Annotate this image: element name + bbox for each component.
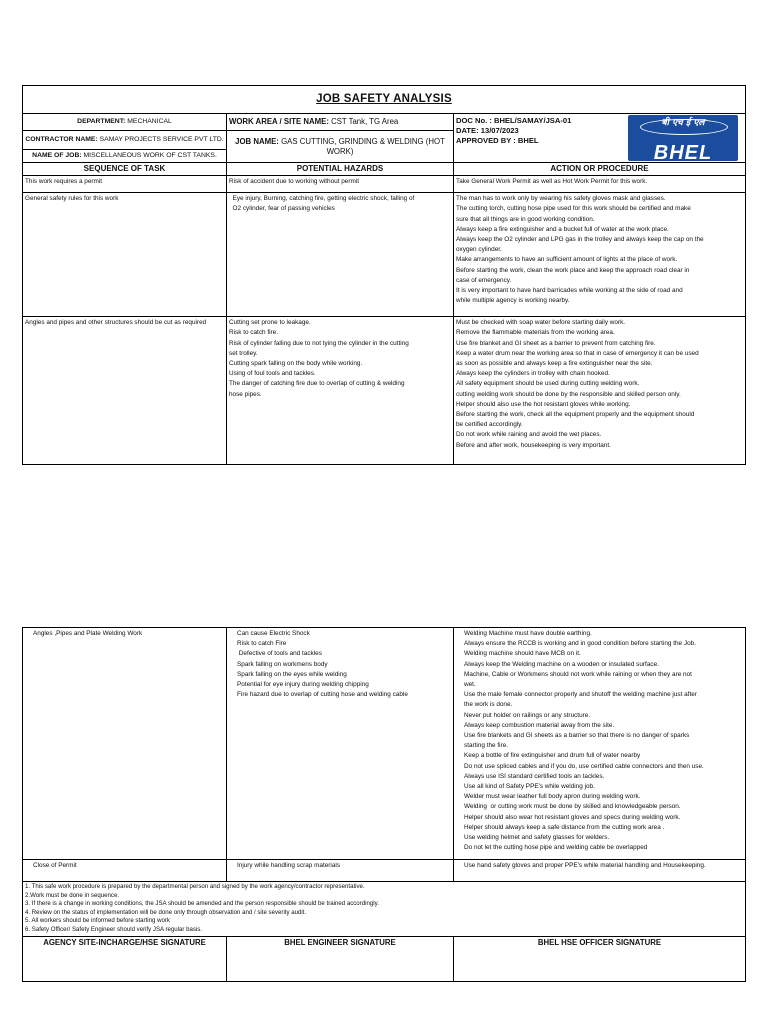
hazard-line: Injury while handling scrap materials: [237, 862, 341, 869]
job-value: GAS CUTTING, GRINDING & WELDING (HOT WORK): [281, 136, 445, 156]
hazard-line: set trolley.: [229, 349, 258, 357]
action-line: Helper should also use the hot resistant gloves while working.: [456, 400, 631, 408]
action-line: Remove the flammable materials from the working area.: [456, 329, 615, 337]
action-line: Always keep the O2 cylinder and LPG gas in the trolley and always keep the cap on the: [456, 236, 704, 244]
action-line: Helper should always keep a safe distance from the cutting work area .: [464, 823, 665, 831]
department-label: DEPARTMENT:: [77, 117, 126, 125]
task-cell: Angles ,Pipes and Plate Welding Work: [23, 628, 227, 860]
hazard-line: Spark falling on workmens body: [237, 660, 328, 668]
engineer-signature: BHEL ENGINEER SIGNATURE: [227, 936, 454, 981]
task-cell: Angles and pipes and other structures should be cut as required: [23, 317, 227, 465]
note-line: 1. This safe work procedure is prepared by the departmental person and signed by the work agency/contractor representative.: [25, 883, 365, 890]
action-line: oxygen cylinder.: [456, 246, 502, 254]
table-row: [23, 193, 746, 317]
jsa-table-page2: [22, 627, 746, 982]
action-line: wet.: [464, 681, 476, 689]
hazards-cell: [227, 860, 454, 882]
hazard-line: Fire hazard due to overlap of cutting hose and welding cable: [237, 691, 408, 699]
job-label: JOB NAME:: [235, 136, 279, 146]
actions-cell: [454, 628, 746, 860]
action-line: Helper should also wear hot resistant gloves and specs during welding work.: [464, 813, 681, 821]
hazard-line: Risk to catch fire.: [229, 329, 279, 337]
agency-signature: AGENCY SITE-INCHARGE/HSE SIGNATURE: [23, 936, 227, 981]
contractor-cell: [23, 131, 227, 150]
hazard-line: Defective of tools and tackles: [237, 650, 322, 658]
action-line: Use fire blanket and GI sheet as a barrier to prevent from catching fire.: [456, 339, 656, 347]
hazard-line: Can cause Electric Shock: [237, 630, 310, 637]
name-of-job-value: MISCELLANEOUS WORK OF CST TANKS.: [83, 151, 217, 159]
document-title: [23, 86, 746, 114]
note-line: 6. Safety Officer/ Safety Engineer should verify JSA regular basis.: [25, 925, 203, 933]
contractor-label: CONTRACTOR NAME:: [25, 135, 98, 143]
actions-cell: [454, 860, 746, 882]
note-line: 2.Work must be done in sequence.: [25, 891, 120, 899]
action-line: Never put holder on railings or any structure.: [464, 711, 591, 719]
action-line: be certified accordingly.: [456, 421, 523, 429]
action-line: Machine, Cable or Workmens should not work while raining or when they are not: [464, 670, 692, 678]
action-line: Always keep the Welding machine on a wooden or insulated surface.: [464, 660, 659, 668]
action-line: Welder must wear leather full body apron during welding work.: [464, 793, 641, 801]
hazard-line: Eye injury, Burning, catching fire, getting electric shock, falling of: [229, 195, 415, 203]
hazard-line: Spark falling on the eyes while welding: [237, 670, 347, 678]
table-row: [23, 860, 746, 882]
name-of-job-label: NAME OF JOB:: [32, 151, 82, 159]
note-line: 4. Review on the status of implementation will be done only through observation and / site severity audit.: [25, 908, 307, 916]
work-area-value: CST Tank, TG Area: [331, 117, 399, 126]
action-line: Always keep a fire extinguisher and a bucket full of water at the work place.: [456, 225, 669, 233]
hazard-line: Potential for eye injury during welding chipping: [237, 681, 369, 689]
hazard-line: O2 cylinder, fear of passing vehicles: [229, 205, 335, 213]
action-line: case of emergency.: [456, 276, 512, 284]
logo-brand-text: BHEL: [653, 141, 713, 163]
action-line: Before and after work, housekeeping is very important.: [456, 441, 611, 449]
hazards-cell: [227, 193, 454, 317]
hazard-line: Cutting spark falling on the body while working.: [229, 360, 363, 368]
actions-cell: [454, 176, 746, 193]
action-line: Welding or cutting work must be done by skilled and knowledgeable person.: [464, 803, 681, 811]
doc-date: DATE: 13/07/2023: [456, 126, 519, 135]
action-line: Always ensure the RCCB is working and in good condition before starting the Job.: [464, 640, 696, 648]
hazard-line: Risk of cylinder falling due to not tying the cylinder in the cutting: [229, 339, 409, 347]
hazard-line: Risk to catch Fire: [237, 640, 287, 648]
logo-hindi-text: बी एच ई एल: [661, 118, 705, 128]
action-line: Do not let the cutting hose pipe and welding cable be overlapped: [464, 844, 648, 852]
hazard-line: Risk of accident due to working without permit: [229, 178, 360, 186]
action-line: Do not work while raining and avoid the wet places.: [456, 431, 602, 439]
task-cell: This work requires a permit: [23, 176, 227, 193]
contractor-value: SAMAY PROJECTS SERVICE PVT LTD.: [99, 135, 224, 143]
hse-officer-signature: BHEL HSE OFFICER SIGNATURE: [454, 936, 746, 981]
work-area-label: WORK AREA / SITE NAME:: [229, 117, 329, 126]
task-cell: General safety rules for this work: [23, 193, 227, 317]
hazard-line: The danger of catching fire due to overlap of cutting & welding: [229, 380, 405, 388]
action-line: Welding machine should have MCB on it.: [464, 650, 581, 658]
hazards-cell: [227, 176, 454, 193]
header-action: ACTION OR PROCEDURE: [454, 163, 746, 176]
action-line: Do not use spliced cables and if you do, use certified cable connectors and then use.: [464, 762, 704, 770]
action-line: while multiple agency is working nearby.: [456, 297, 570, 305]
action-line: Make arrangements to have an sufficient amount of lights at the place of work.: [456, 256, 678, 264]
note-line: 3. If there is a change in working conditions, the JSA should be amended and the person responsible should be trained accordingly.: [25, 900, 379, 908]
action-line: The cutting torch, cutting hose pipe used for this work should be certified and make: [456, 205, 691, 213]
actions-cell: [454, 317, 746, 465]
action-line: Use the male female connector properly and shutoff the welding machine just after: [464, 691, 697, 699]
action-line: Keep a bottle of fire extinguisher and drum full of water nearby: [464, 752, 641, 760]
action-line: Use all kind of Safety PPE's while welding job.: [464, 783, 595, 791]
table-row: [23, 317, 746, 465]
job-name-cell: [227, 131, 454, 163]
doc-info-cell: [454, 114, 746, 163]
hazard-line: hose pipes.: [229, 390, 262, 398]
hazards-cell: [227, 628, 454, 860]
title-text: JOB SAFETY ANALYSIS: [316, 93, 452, 106]
table-row: [23, 176, 746, 193]
header-sequence: SEQUENCE OF TASK: [23, 163, 227, 176]
department-cell: [23, 114, 227, 131]
action-line: The man has to work only by wearing his safety gloves mask and glasses.: [456, 195, 666, 203]
doc-number: DOC No. : BHEL/SAMAY/JSA-01: [456, 116, 572, 125]
action-line: Use welding helmet and safety glasses for welders.: [464, 834, 610, 842]
action-line: All safety equipment should be used during cutting welding work.: [456, 380, 640, 388]
action-line: sure that all things are in good working condition.: [456, 215, 595, 223]
action-line: Keep a water drum near the working area so that in case of emergency it can be used: [456, 349, 699, 357]
action-line: Always keep the cylinders in trolley with chain hooked.: [456, 370, 610, 378]
action-line: Use hand safety gloves and proper PPE's while material handling and Housekeeping.: [464, 862, 706, 869]
bhel-logo-icon: [628, 115, 738, 161]
action-line: Before starting the work, check all the equipment properly and the equipment should: [456, 411, 695, 419]
action-line: Use fire blankets and GI sheets as a barrier so that there is no danger of sparks: [464, 732, 690, 740]
action-line: the work is done.: [464, 701, 513, 709]
action-line: Always keep combustion material away from the site.: [464, 721, 615, 729]
job-cell: [23, 149, 227, 162]
hazard-line: Cutting set prone to leakage.: [229, 319, 311, 327]
action-line: It is very important to have hard barricades while working at the side of road and: [456, 287, 683, 295]
notes-cell: [23, 882, 746, 937]
hazard-line: Using of foul tools and tackles.: [229, 370, 316, 378]
action-line: as soon as possible and always keep a fire extinguisher near the site.: [456, 360, 653, 368]
work-area-cell: [227, 114, 454, 131]
action-line: Before starting the work, clean the work place and keep the approach road clear in: [456, 266, 690, 274]
task-cell: Close of Permit: [23, 860, 227, 882]
action-line: cutting welding work should be done by the responsible and skilled person only.: [456, 390, 681, 398]
jsa-table-page1: [22, 85, 746, 465]
table-row: [23, 628, 746, 860]
header-hazards: POTENTIAL HAZARDS: [227, 163, 454, 176]
action-line: Welding Machine must have double earthing.: [464, 630, 592, 637]
action-line: Take General Work Permit as well as Hot Work Permit for this work.: [456, 178, 648, 186]
action-line: Always use ISI standard certified tools an tackles.: [464, 772, 605, 780]
hazards-cell: [227, 317, 454, 465]
action-line: Must be checked with soap water before starting daily work.: [456, 319, 626, 327]
department-value: MECHANICAL: [127, 117, 172, 125]
actions-cell: [454, 193, 746, 317]
approved-by: APPROVED BY : BHEL: [456, 136, 539, 145]
note-line: 5. All workers should be informed before starting work: [25, 917, 170, 925]
action-line: starting the fire.: [464, 742, 509, 750]
